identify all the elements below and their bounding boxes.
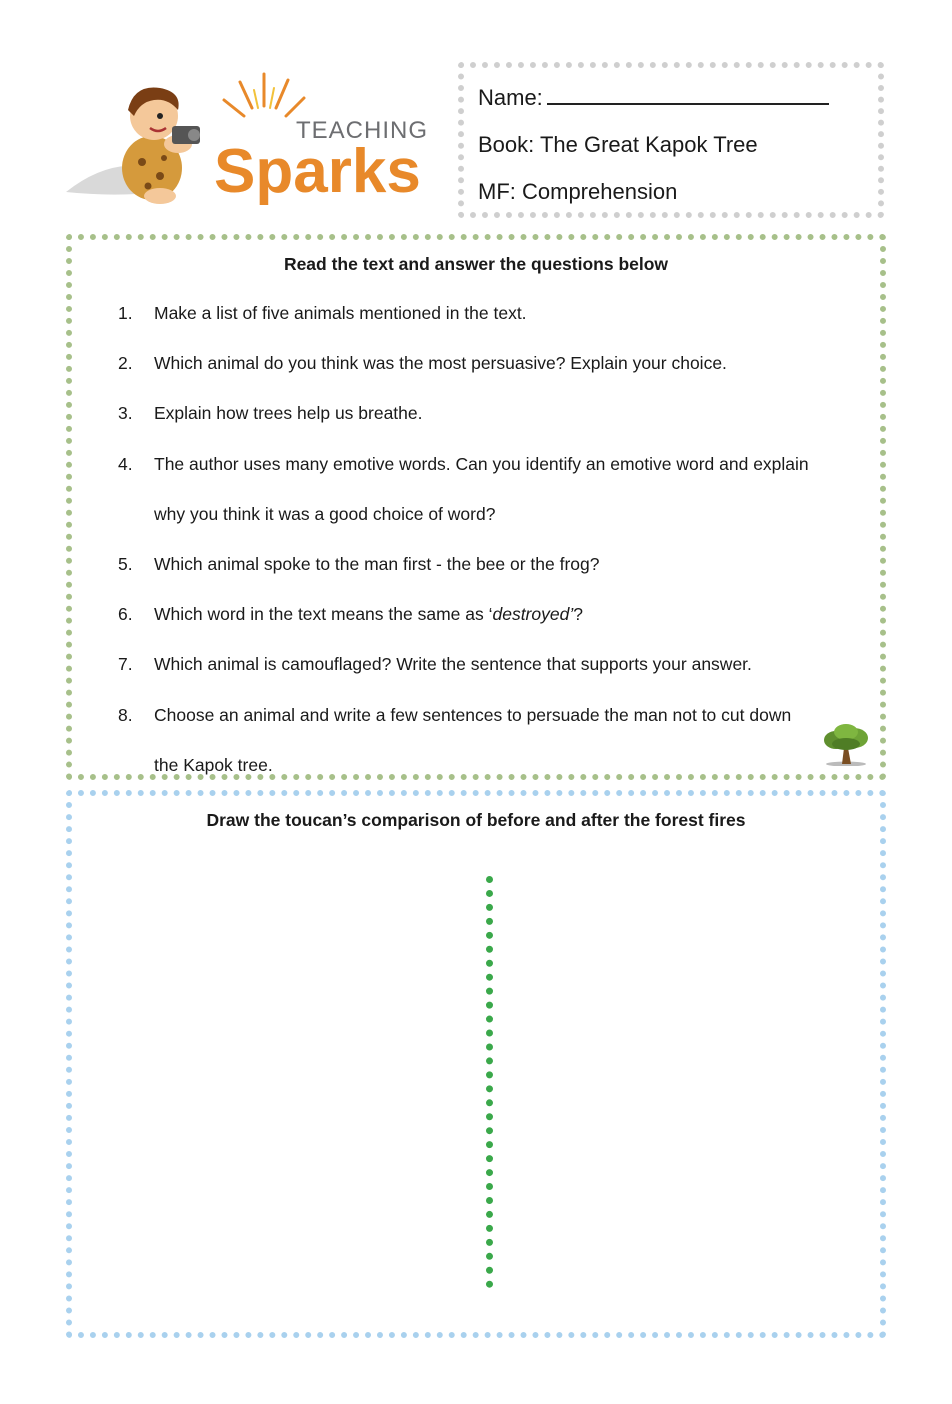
question-item [118,690,878,790]
question-text [154,690,878,790]
questions-heading: Read the text and answer the questions below [283,254,669,274]
question-number: 5. [118,554,133,575]
question-item [118,539,878,589]
question-text [154,439,878,539]
question-text-line1: The author uses many emotive words. Can you identify an emotive word and explain [154,453,809,474]
questions-list [118,288,878,790]
emphasized-word: destroyed’ [492,604,574,625]
question-text-line2: why you think it was a good choice of word? [154,503,496,524]
question-number: 4. [118,453,133,474]
question-number: 1. [118,303,133,323]
question-number: 2. [118,353,133,374]
question-item [118,589,878,639]
teaching-sparks-logo [64,66,444,216]
svg-text:TEACHING: TEACHING [296,117,429,144]
drawing-box [66,790,886,1338]
question-number: 3. [118,403,133,424]
question-number: 6. [118,604,133,625]
svg-text:Sparks: Sparks [214,137,421,206]
question-text: Which animal is camouflaged? Write the sentence that supports your answer. [154,654,752,675]
question-text: Make a list of five animals mentioned in the text. [154,303,527,323]
logo-graphic [64,66,444,216]
question-text: Which animal spoke to the man first - the bee or the frog? [154,554,600,575]
student-info-box [458,62,884,218]
question-text-pre: Which word in the text means the same as ‘ [154,604,493,625]
question-item [118,288,878,338]
question-item [118,338,878,388]
question-text: Explain how trees help us breathe. [154,403,423,424]
question-text [154,589,878,639]
drawing-heading: Draw the toucan’s comparison of before and after the forest fires [206,810,746,830]
book-title: Book: The Great Kapok Tree [478,132,758,157]
before-after-divider [486,876,493,1288]
tree-icon [820,722,872,766]
name-line [478,74,878,121]
question-item [118,639,878,689]
question-item [118,439,878,539]
question-text-line2: the Kapok tree. [154,754,273,775]
name-blank-field[interactable] [547,85,829,105]
question-item [118,388,878,438]
question-number: 8. [118,704,133,725]
question-text-line1: Choose an animal and write a few sentences to persuade the man not to cut down [154,704,792,725]
mf-label: MF: Comprehension [478,179,678,204]
questions-box [66,234,886,780]
question-number: 7. [118,654,133,675]
question-text-post: ? [573,604,583,625]
question-text: Which animal do you think was the most persuasive? Explain your choice. [154,353,727,374]
name-label: Name: [478,85,543,110]
